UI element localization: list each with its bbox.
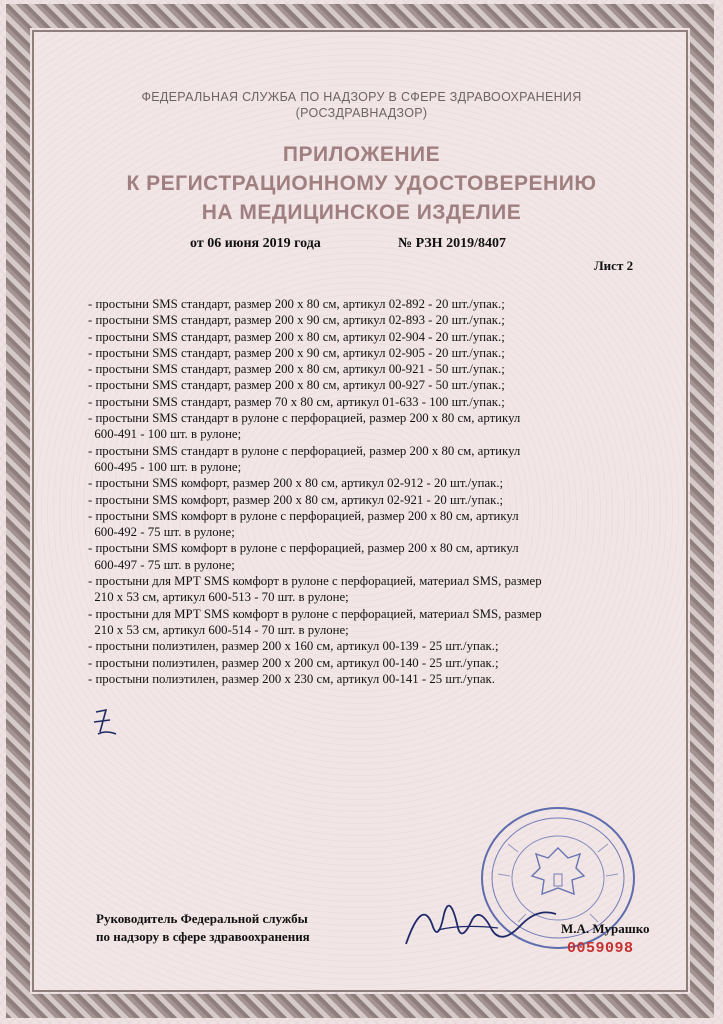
- sheet-number: Лист 2: [594, 258, 634, 273]
- handwritten-initial-icon: [92, 706, 122, 740]
- document-title-line3: НА МЕДИЦИНСКОЕ ИЗДЕЛИЕ: [201, 201, 522, 224]
- list-item: 600-495 - 100 шт. в рулоне;: [88, 459, 242, 474]
- list-item: - простыни SMS комфорт, размер 200 х 80 см, артикул 02-912 - 20 шт./упак.;: [88, 476, 504, 491]
- agency-name: ФЕДЕРАЛЬНАЯ СЛУЖБА ПО НАДЗОРУ В СФЕРЕ ЗДРАВООХРАНЕНИЯ: [141, 90, 582, 104]
- list-item: - простыни полиэтилен, размер 200 х 230 см, артикул 00-141 - 25 шт./упак.: [88, 671, 495, 686]
- list-item: - простыни для МРТ SMS комфорт в рулоне с перфорацией, материал SMS, размер: [88, 606, 542, 621]
- registration-number: № РЗН 2019/8407: [398, 236, 506, 251]
- list-item: - простыни полиэтилен, размер 200 х 160 см, артикул 00-139 - 25 шт./упак.;: [88, 639, 499, 654]
- agency-abbreviation: (РОСЗДРАВНАДЗОР): [295, 106, 428, 120]
- signatory-position: [96, 910, 310, 946]
- list-item: - простыни SMS комфорт в рулоне с перфорацией, размер 200 х 80 см, артикул: [88, 508, 519, 523]
- list-item: 600-492 - 75 шт. в рулоне;: [88, 525, 235, 540]
- list-item: - простыни SMS стандарт, размер 200 х 80 см, артикул 02-904 - 20 шт./упак.;: [88, 329, 505, 344]
- list-item: 210 х 53 см, артикул 600-513 - 70 шт. в рулоне;: [88, 590, 349, 605]
- list-item: - простыни SMS комфорт в рулоне с перфорацией, размер 200 х 80 см, артикул: [88, 541, 519, 556]
- list-item: - простыни SMS стандарт, размер 200 х 90 см, артикул 02-905 - 20 шт./упак.;: [88, 345, 505, 360]
- signatory-position-line2: по надзору в сфере здравоохранения: [96, 929, 310, 944]
- list-item: - простыни SMS стандарт в рулоне с перфорацией, размер 200 х 80 см, артикул: [88, 443, 521, 458]
- signatory-position-line1: Руководитель Федеральной службы: [96, 911, 308, 926]
- product-list: [88, 296, 608, 687]
- list-item: 210 х 53 см, артикул 600-514 - 70 шт. в рулоне;: [88, 622, 349, 637]
- document-title-line1: ПРИЛОЖЕНИЕ: [282, 143, 441, 166]
- document-title-line2: К РЕГИСТРАЦИОННОМУ УДОСТОВЕРЕНИЮ: [126, 172, 597, 195]
- list-item: - простыни SMS стандарт, размер 200 х 90 см, артикул 02-893 - 20 шт./упак.;: [88, 313, 505, 328]
- list-item: - простыни SMS стандарт, размер 200 х 80 см, артикул 00-921 - 50 шт./упак.;: [88, 362, 505, 377]
- serial-number: 0059098: [567, 940, 634, 957]
- list-item: - простыни для МРТ SMS комфорт в рулоне с перфорацией, материал SMS, размер: [88, 574, 542, 589]
- signatory-name: М.А. Мурашко: [561, 921, 650, 936]
- signature-icon: [402, 884, 562, 954]
- list-item: 600-497 - 75 шт. в рулоне;: [88, 557, 235, 572]
- list-item: - простыни SMS стандарт, размер 200 х 80 см, артикул 02-892 - 20 шт./упак.;: [88, 297, 505, 311]
- list-item: 600-491 - 100 шт. в рулоне;: [88, 427, 242, 442]
- issue-date: от 06 июня 2019 года: [190, 236, 321, 251]
- list-item: - простыни SMS стандарт, размер 200 х 80 см, артикул 00-927 - 50 шт./упак.;: [88, 378, 505, 393]
- list-item: - простыни SMS стандарт, размер 70 х 80 см, артикул 01-633 - 100 шт./упак.;: [88, 394, 505, 409]
- list-item: - простыни SMS стандарт в рулоне с перфорацией, размер 200 х 80 см, артикул: [88, 411, 521, 426]
- list-item: - простыни полиэтилен, размер 200 х 200 см, артикул 00-140 - 25 шт./упак.;: [88, 655, 499, 670]
- list-item: - простыни SMS комфорт, размер 200 х 80 см, артикул 02-921 - 20 шт./упак.;: [88, 492, 504, 507]
